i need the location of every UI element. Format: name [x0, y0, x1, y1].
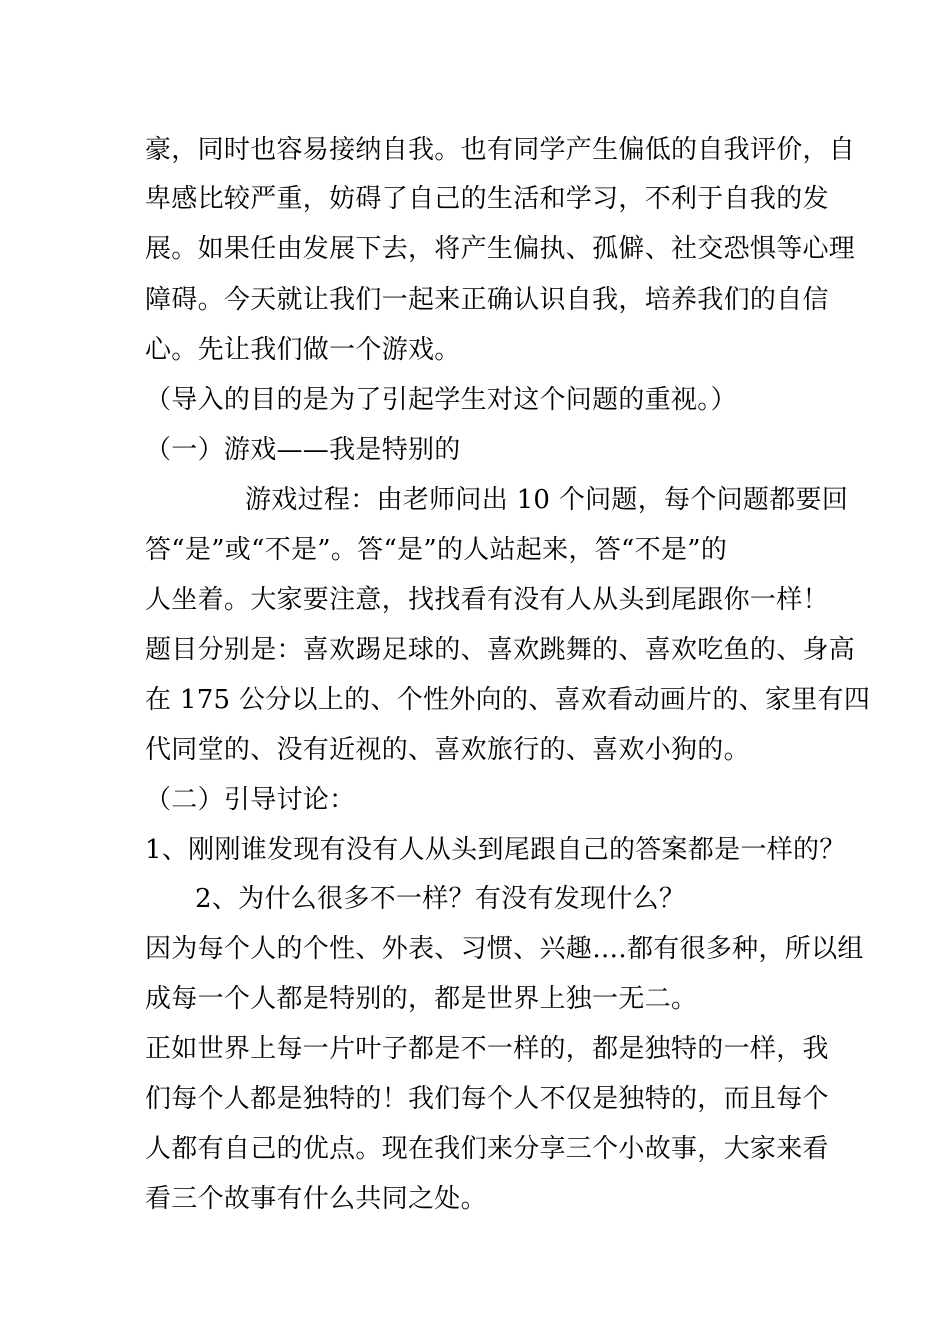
section-heading-discussion: （二）引导讨论： — [145, 785, 356, 815]
section-heading-game: （一）游戏——我是特别的 — [145, 435, 461, 465]
discussion-question-2: 2、为什么很多不一样？有没有发现什么？ — [195, 884, 686, 914]
questions-line-2: 在 175 公分以上的、个性外向的、喜欢看动画片的、家里有四 — [145, 685, 871, 715]
game-process-line-2: 答“是”或“不是”。答“是”的人站起来，答“不是”的 — [145, 535, 728, 565]
paragraph-line-1: 正如世界上每一片叶子都是不一样的，都是独特的一样，我 — [145, 1034, 829, 1064]
game-process-line-1: 游戏过程：由老师问出 10 个问题，每个问题都要回 — [245, 485, 849, 515]
game-process-line-3: 人坐着。大家要注意，找找看有没有人从头到尾跟你一样！ — [145, 585, 829, 615]
discussion-question-1: 1、刚刚谁发现有没有人从头到尾跟自己的答案都是一样的？ — [145, 835, 846, 865]
text-line-1: 豪，同时也容易接纳自我。也有同学产生偏低的自我评价，自 — [145, 135, 856, 165]
text-line-4: 障碍。今天就让我们一起来正确认识自我，培养我们的自信 — [145, 285, 829, 315]
questions-line-3: 代同堂的、没有近视的、喜欢旅行的、喜欢小狗的。 — [145, 735, 750, 765]
note-line: （导入的目的是为了引起学生对这个问题的重视。） — [145, 385, 737, 415]
text-line-5: 心。先让我们做一个游戏。 — [145, 335, 461, 365]
paragraph-line-4: 看三个故事有什么共同之处。 — [145, 1184, 487, 1214]
answer-line-2: 成每一个人都是特别的，都是世界上独一无二。 — [145, 984, 698, 1014]
text-line-2: 卑感比较严重，妨碍了自己的生活和学习，不利于自我的发 — [145, 184, 829, 214]
answer-line-1: 因为每个人的个性、外表、习惯、兴趣….都有很多种，所以组 — [145, 934, 864, 964]
paragraph-line-2: 们每个人都是独特的！我们每个人不仅是独特的，而且每个 — [145, 1084, 829, 1114]
text-line-3: 展。如果任由发展下去，将产生偏执、孤僻、社交恐惧等心理 — [145, 234, 856, 264]
paragraph-line-3: 人都有自己的优点。现在我们来分享三个小故事，大家来看 — [145, 1134, 829, 1164]
questions-line-1: 题目分别是：喜欢踢足球的、喜欢跳舞的、喜欢吃鱼的、身高 — [145, 635, 856, 665]
